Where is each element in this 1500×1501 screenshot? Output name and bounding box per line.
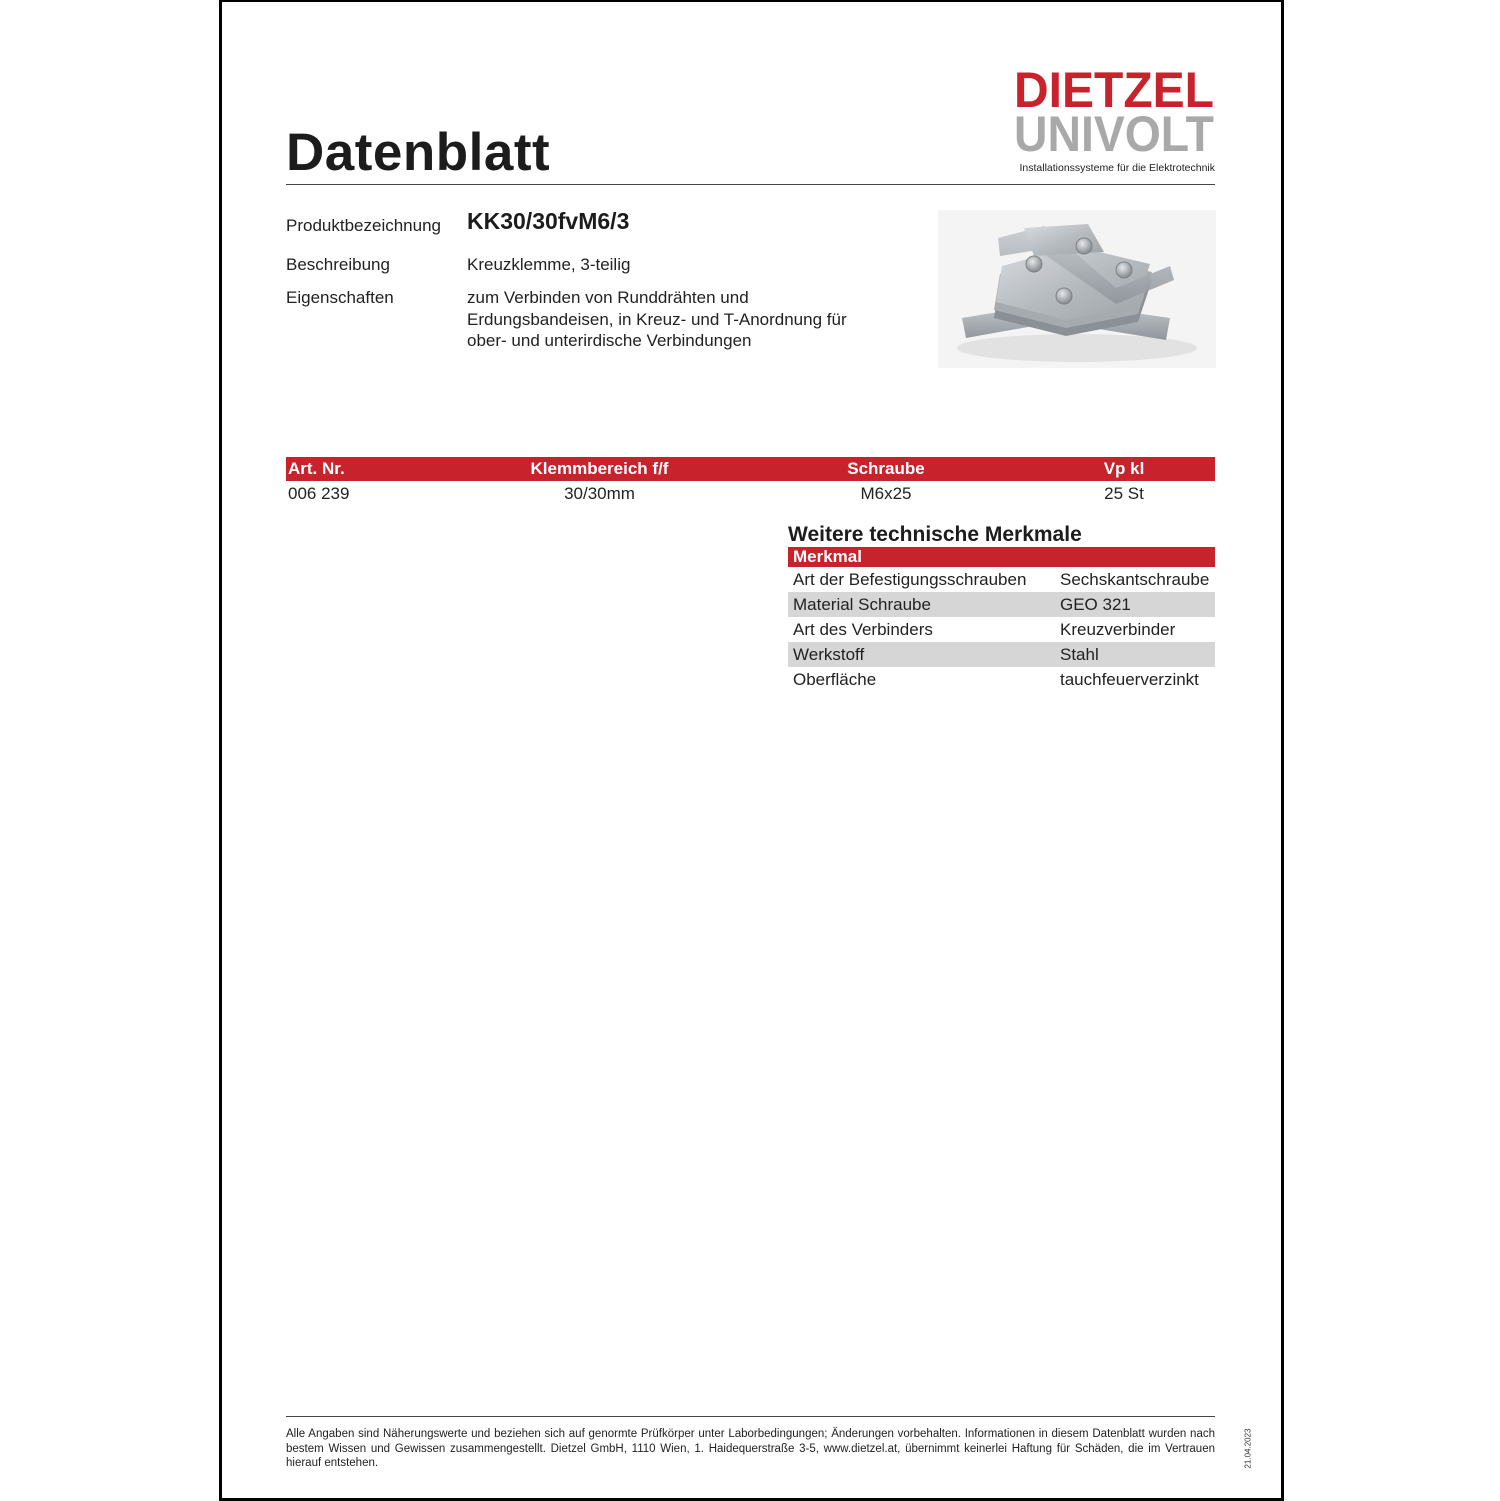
product-name: KK30/30fvM6/3 <box>467 208 630 234</box>
properties-line: ober- und unterirdische Verbindungen <box>467 331 752 350</box>
header-art-nr: Art. Nr. <box>286 457 460 481</box>
feature-name: Oberfläche <box>793 669 877 689</box>
header-vp-kl: Vp kl <box>1033 457 1215 481</box>
feature-value: Stahl <box>1060 642 1215 667</box>
logo-brand-line1 <box>1013 68 1215 110</box>
page-title: Datenblatt <box>286 123 551 182</box>
footer-disclaimer: Alle Angaben sind Näherungswerte und beziehen sich auf genormte Prüfkörper unter Laborbedingungen; Änderungen vorbehalten. Informationen in diesem Datenblatt wurden nach bestem Wissen und Gewissen zusammengestellt. Dietzel GmbH, 1110 Wien, 1. Haidequerstraße 3-5, www.dietzel.at, übernimmt keinerlei Haftung für Schäden, die im Vertrauen hierauf entstehen. <box>286 1428 1215 1469</box>
logo-brand-line2 <box>1013 112 1215 154</box>
table-row <box>788 667 1215 692</box>
document-date: 21.04.2023 <box>1243 1428 1253 1469</box>
footer-divider <box>286 1416 1215 1417</box>
feature-name: Material Schraube <box>788 592 1060 617</box>
features-header: Merkmal <box>788 547 1215 567</box>
table-row <box>788 592 1215 617</box>
features-table <box>788 547 1215 692</box>
article-table <box>286 457 1215 507</box>
cell-klemmbereich: 30/30mm <box>564 484 635 503</box>
feature-name: Art der Befestigungsschrauben <box>793 569 1027 589</box>
feature-name: Werkstoff <box>788 642 1060 667</box>
table-row <box>788 642 1215 667</box>
properties-line: Erdungsbandeisen, in Kreuz- und T-Anordnung für <box>467 309 847 329</box>
feature-value: Sechskantschraube <box>1060 569 1210 589</box>
logo-tagline: Installationssysteme für die Elektrotechnik <box>1019 162 1215 174</box>
table-row <box>286 481 1215 507</box>
feature-value: tauchfeuerverzinkt <box>1060 669 1199 689</box>
description-value: Kreuzklemme, 3-teilig <box>467 255 631 274</box>
feature-value: GEO 321 <box>1060 592 1215 617</box>
table-row <box>788 617 1215 642</box>
company-logo <box>1013 68 1215 174</box>
features-header-row <box>788 547 1215 567</box>
svg-text:UNIVOLT: UNIVOLT <box>1014 112 1214 154</box>
article-table-header <box>286 457 1215 481</box>
cell-art-nr: 006 239 <box>288 484 350 503</box>
feature-value: Kreuzverbinder <box>1060 619 1176 639</box>
description-label: Beschreibung <box>286 255 390 274</box>
properties-value <box>467 287 847 352</box>
properties-line: zum Verbinden von Runddrähten und <box>467 288 749 307</box>
product-name-label: Produktbezeichnung <box>286 216 442 235</box>
table-row <box>788 567 1215 592</box>
product-image <box>938 210 1216 368</box>
cell-vp-kl: 25 St <box>1104 484 1144 503</box>
feature-name: Art des Verbinders <box>793 619 933 639</box>
features-title: Weitere technische Merkmale <box>788 523 1082 546</box>
cell-schraube: M6x25 <box>860 484 912 503</box>
header-divider <box>286 184 1215 185</box>
header-klemmbereich: Klemmbereich f/f <box>460 457 739 481</box>
svg-text:DIETZEL: DIETZEL <box>1014 68 1214 110</box>
header-schraube: Schraube <box>739 457 1033 481</box>
properties-label: Eigenschaften <box>286 288 394 307</box>
